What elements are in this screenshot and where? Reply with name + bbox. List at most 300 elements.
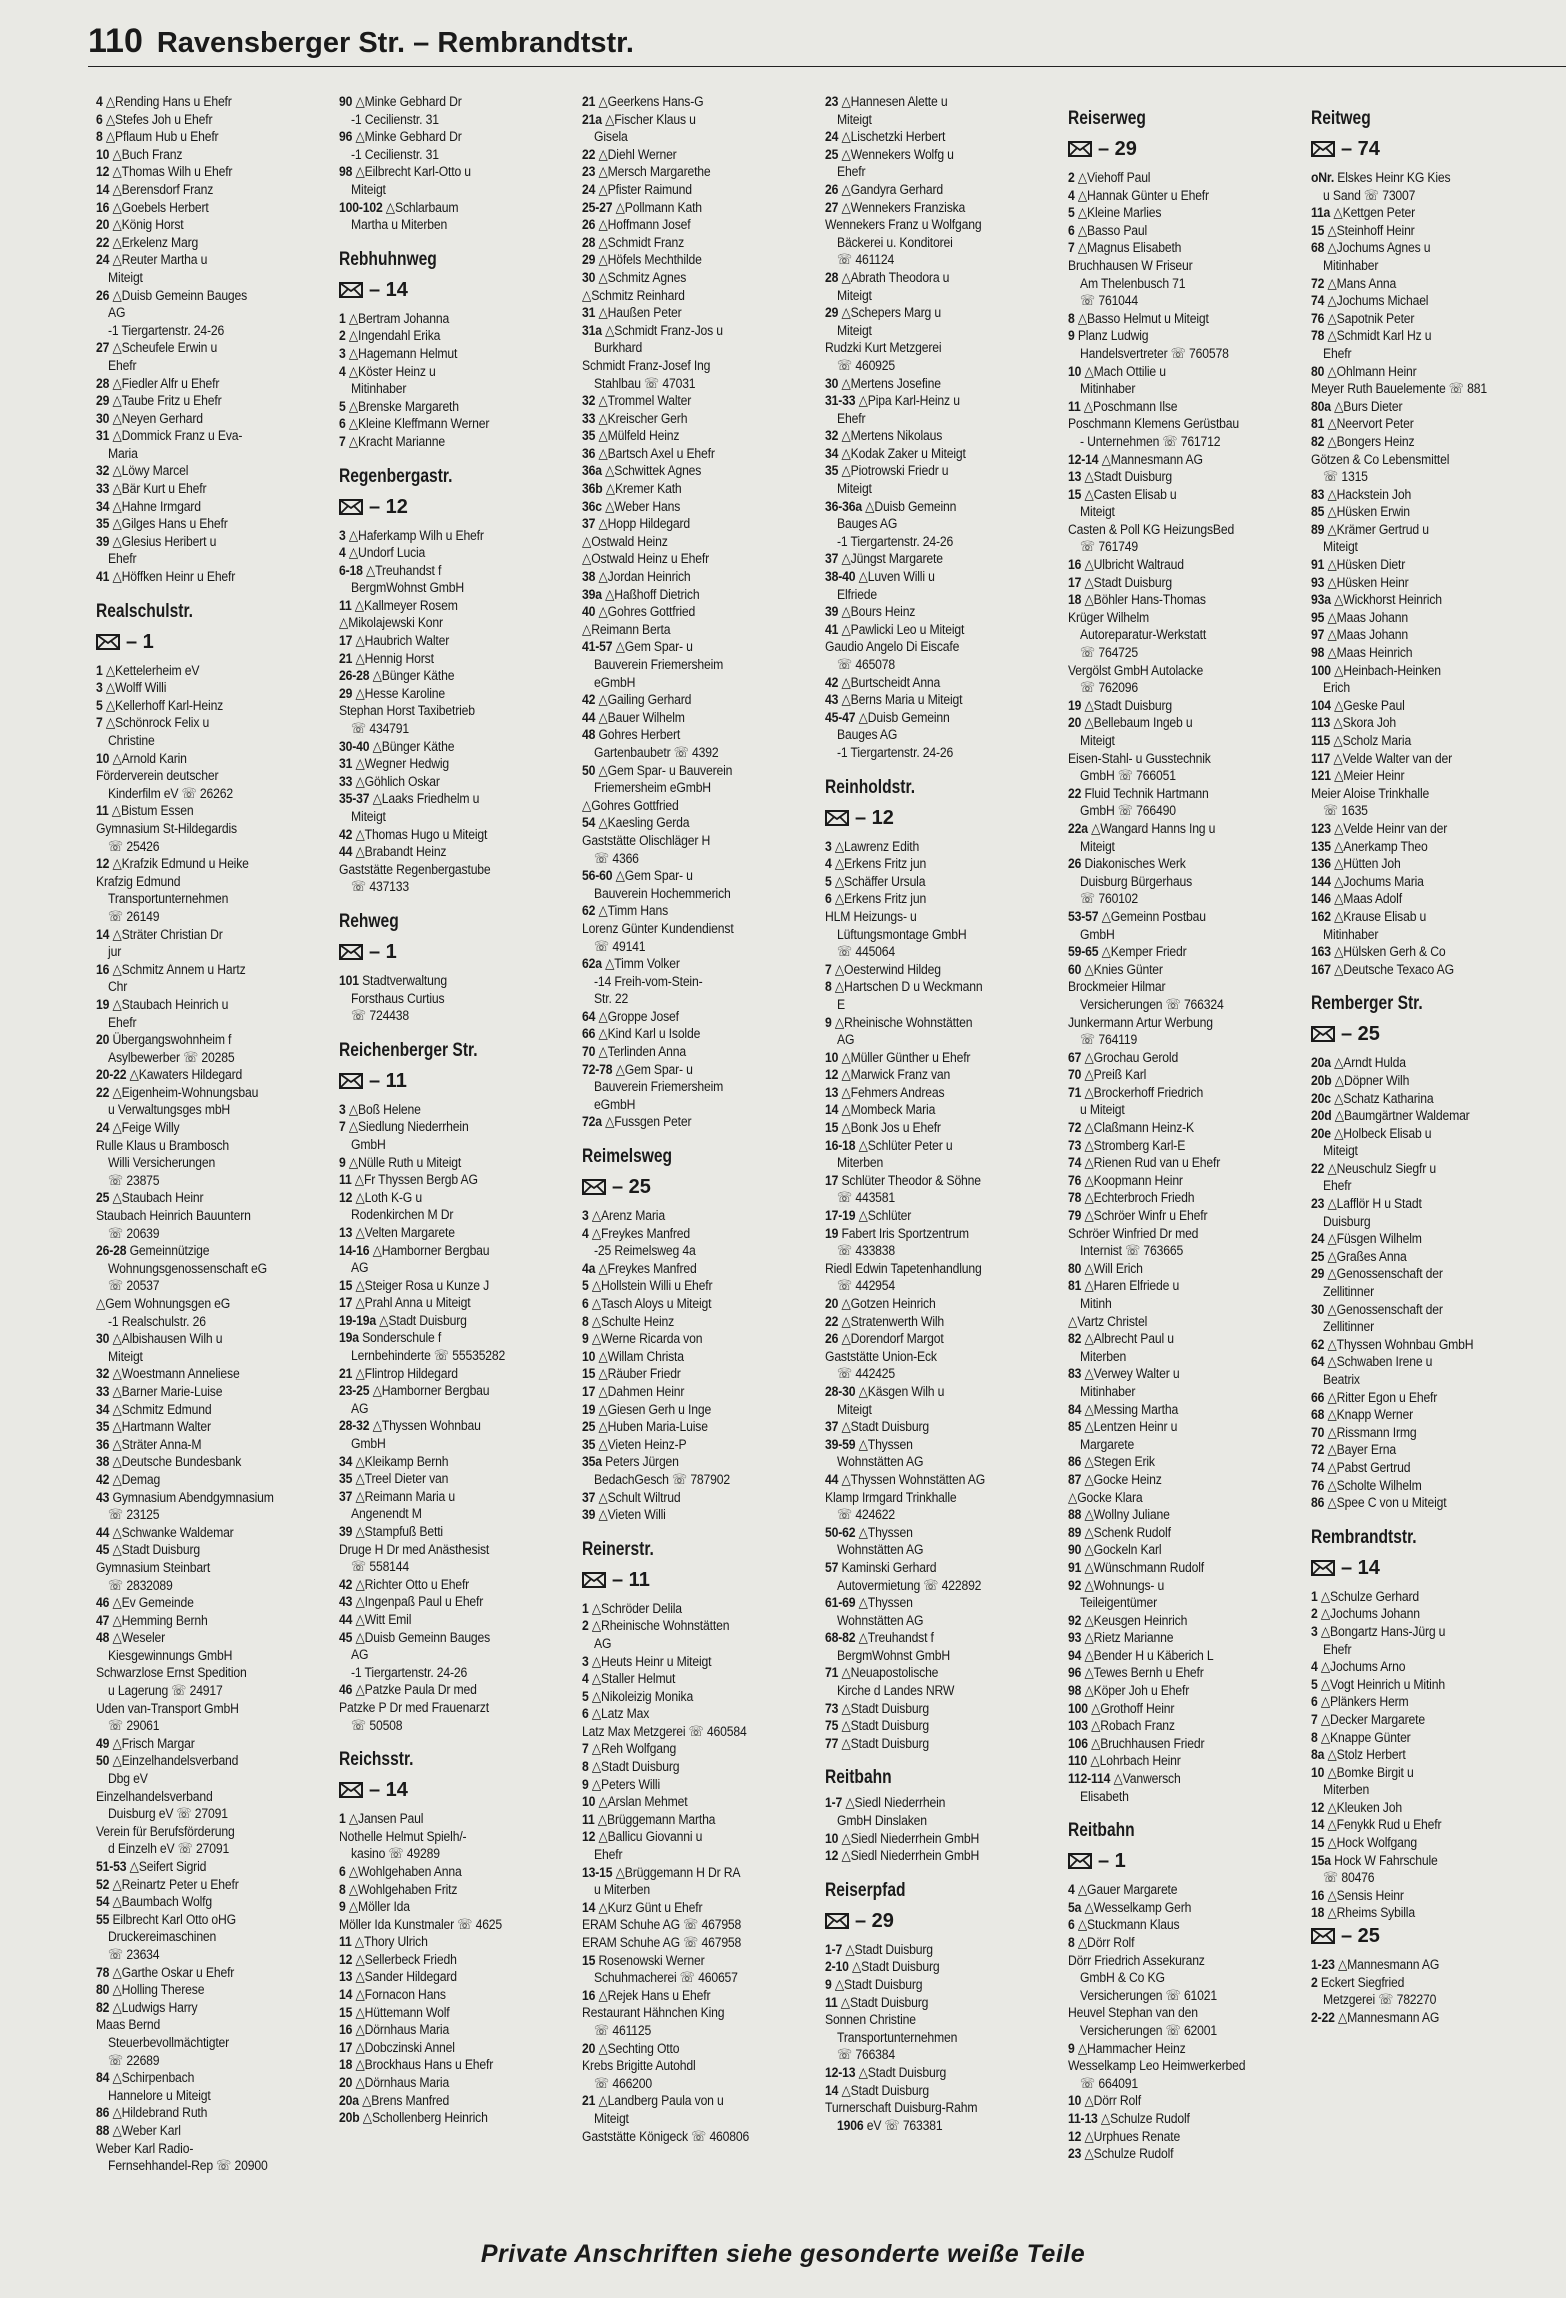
directory-entry: 106 △Bruchhausen Friedr xyxy=(1068,1735,1205,1752)
directory-entry: 39 △Bours Heinz xyxy=(825,604,916,621)
directory-entry: 15a Hock W Fahrschule xyxy=(1311,1852,1438,1869)
directory-entry: 11 △Thory Ulrich xyxy=(339,1934,428,1951)
directory-entry: Staubach Heinrich Bauuntern xyxy=(96,1208,251,1225)
directory-entry: Ehefr xyxy=(1323,345,1352,362)
directory-entry: 10 △Siedl Niederrhein GmbH xyxy=(825,1830,980,1847)
directory-entry: 6 △Erkens Fritz jun xyxy=(825,891,927,908)
directory-entry: 11 △Poschmann Ilse xyxy=(1068,398,1178,415)
directory-entry: Mitinhaber xyxy=(1323,926,1379,943)
directory-entry: 42 △Richter Otto u Ehefr xyxy=(339,1576,470,1593)
directory-entry: 12 △Krafzik Edmund u Heike xyxy=(96,856,249,873)
directory-entry: 19a Sonderschule f xyxy=(339,1330,442,1347)
directory-entry: 27 △Wennekers Franziska xyxy=(825,199,966,216)
directory-entry: BergmWohnst GmbH xyxy=(351,580,465,597)
directory-entry: 42 △Burtscheidt Anna xyxy=(825,674,941,691)
directory-entry: 163 △Hülsken Gerh & Co xyxy=(1311,944,1446,961)
directory-entry: Mitinh xyxy=(1080,1296,1112,1312)
directory-entry: GmbH ☏ 766051 xyxy=(1080,768,1176,785)
directory-entry: ☏ 433838 xyxy=(837,1243,896,1260)
directory-entry: 39 △Glesius Heribert u xyxy=(96,533,217,550)
directory-entry: 20b △Döpner Wilh xyxy=(1311,1072,1410,1089)
directory-entry: 14 △Kurz Günt u Ehefr xyxy=(582,1899,703,1916)
mail-icon xyxy=(1311,1928,1335,1944)
directory-entry: -1 Tiergartenstr. 24-26 xyxy=(837,533,954,550)
directory-entry: Erich xyxy=(1323,680,1350,697)
postal-district xyxy=(825,1908,1068,1934)
directory-entry: 8 △Stadt Duisburg xyxy=(582,1759,680,1776)
page-header xyxy=(88,22,1566,67)
directory-entry: 15 △Casten Elisab u xyxy=(1068,486,1177,503)
mail-icon xyxy=(582,1572,606,1588)
directory-entry: eGmbH xyxy=(594,1096,636,1113)
directory-entry: ☏ 434791 xyxy=(351,721,410,738)
mail-icon xyxy=(339,1073,363,1089)
directory-entry: 23 △Mersch Margarethe xyxy=(582,164,711,181)
directory-entry: 136 △Hütten Joh xyxy=(1311,856,1401,873)
directory-entry: 78 △Echterbroch Friedh xyxy=(1068,1190,1195,1207)
directory-entry: kasino ☏ 49289 xyxy=(351,1846,440,1863)
directory-entry: Kinderfilm eV ☏ 26262 xyxy=(108,785,233,802)
directory-entry: 15 △Steiger Rosa u Kunze J xyxy=(339,1277,490,1294)
directory-entry: 8 △Basso Helmut u Miteigt xyxy=(1068,310,1209,327)
directory-entry: 1 △Schulze Gerhard xyxy=(1311,1588,1420,1605)
directory-entry: 12 △Siedl Niederrhein GmbH xyxy=(825,1848,980,1865)
directory-entry: 13 △Velten Margarete xyxy=(339,1224,455,1241)
directory-entry: 57 Kaminski Gerhard xyxy=(825,1559,937,1576)
directory-column xyxy=(582,94,825,2214)
directory-entry: 8 △Hartschen D u Weckmann xyxy=(825,979,983,996)
directory-entry: ☏ 80476 xyxy=(1323,1870,1375,1887)
directory-entry: 78 △Garthe Oskar u Ehefr xyxy=(96,1964,235,1981)
directory-entry: 1 △Kettelerheim eV xyxy=(96,662,200,679)
directory-entry: Bauverein Friemersheim xyxy=(594,1079,724,1096)
directory-entry: 31 △Wegner Hedwig xyxy=(339,756,450,773)
directory-entry: 35 △Mülfeld Heinz xyxy=(582,428,680,445)
directory-entry: 20c △Schatz Katharina xyxy=(1311,1090,1434,1107)
directory-entry: 35 △Piotrowski Friedr u xyxy=(825,463,949,480)
directory-entry: eGmbH xyxy=(594,674,636,691)
directory-entry: ☏ 442425 xyxy=(837,1366,896,1383)
directory-entry: Elfriede xyxy=(837,586,878,603)
directory-entry: 80 △Holling Therese xyxy=(96,1982,205,1999)
postal-district xyxy=(339,277,582,303)
directory-entry: Burkhard xyxy=(594,340,643,357)
directory-entry: 30 △Mertens Josefine xyxy=(825,375,941,392)
directory-entry: 45 △Duisb Gemeinn Bauges xyxy=(339,1629,491,1646)
directory-entry: 82 △Albrecht Paul u xyxy=(1068,1331,1174,1348)
directory-entry: 3 △Wolff Willi xyxy=(96,680,167,697)
directory-entry: ☏ 26149 xyxy=(108,908,160,925)
directory-entry: Ehefr xyxy=(108,1014,137,1031)
directory-entry: GmbH ☏ 766490 xyxy=(1080,803,1176,820)
directory-entry: 33 △Bär Kurt u Ehefr xyxy=(96,481,207,498)
postal-district xyxy=(339,494,582,520)
directory-entry: ☏ 29061 xyxy=(108,1718,160,1735)
directory-entry: 73 △Stromberg Karl-E xyxy=(1068,1137,1186,1154)
postal-district xyxy=(1311,1021,1554,1047)
directory-entry: Rodenkirchen M Dr xyxy=(351,1207,454,1224)
directory-entry: 20b △Schollenberg Heinrich xyxy=(339,2110,488,2127)
directory-entry: 20 △Sechting Otto xyxy=(582,2040,680,2057)
directory-entry: 33 △Kreischer Gerh xyxy=(582,410,688,427)
directory-entry: 29 △Höfels Mechthilde xyxy=(582,252,702,269)
directory-entry: 20a △Brens Manfred xyxy=(339,2092,450,2109)
directory-entry: 36b △Kremer Kath xyxy=(582,481,682,498)
directory-entry: 4 △Jochums Arno xyxy=(1311,1659,1406,1676)
directory-entry: 42 △Thomas Hugo u Miteigt xyxy=(339,826,488,843)
directory-entry: 86 △Stegen Erik xyxy=(1068,1454,1155,1471)
street-heading: Reiserweg xyxy=(1068,108,1146,129)
directory-entry: 7 △Magnus Elisabeth xyxy=(1068,240,1182,257)
directory-entry: 17 Schlüter Theodor & Söhne xyxy=(825,1172,981,1189)
directory-entry: 36 △Bartsch Axel u Ehefr xyxy=(582,445,715,462)
directory-entry: 62 △Timm Hans xyxy=(582,903,669,920)
mail-icon xyxy=(582,1179,606,1195)
directory-entry: 12-13 △Stadt Duisburg xyxy=(825,2064,947,2081)
directory-entry: 93 △Hüsken Heinr xyxy=(1311,574,1409,591)
postal-number: – 11 xyxy=(369,1069,407,1092)
directory-entry: 76 △Koopmann Heinr xyxy=(1068,1172,1183,1189)
directory-entry: 81 △Neervort Peter xyxy=(1311,416,1414,433)
directory-entry: Hannelore u Miteigt xyxy=(108,2087,211,2104)
directory-entry: 35-37 △Laaks Friedhelm u xyxy=(339,791,480,808)
directory-entry: 2 Eckert Siegfried xyxy=(1311,1974,1405,1991)
directory-entry: ☏ 1315 xyxy=(1323,469,1368,486)
directory-entry: Ehefr xyxy=(1323,1641,1352,1658)
directory-entry: Schwarzlose Ernst Spedition xyxy=(96,1665,247,1682)
street-heading: Reiserpfad xyxy=(825,1879,906,1901)
directory-entry: 93 △Rietz Marianne xyxy=(1068,1630,1174,1647)
directory-entry: 4 △Köster Heinz u xyxy=(339,363,436,380)
directory-entry: Wohnstätten AG xyxy=(837,1542,924,1559)
street-heading: Remberger Str. xyxy=(1311,993,1423,1015)
directory-entry: 4 △Rending Hans u Ehefr xyxy=(96,94,232,110)
directory-entry: 21 △Landberg Paula von u xyxy=(582,2093,724,2110)
directory-entry: 59-65 △Kemper Friedr xyxy=(1068,944,1187,961)
directory-entry: 34 △Hahne Irmgard xyxy=(96,498,201,515)
postal-district xyxy=(96,629,339,655)
street-heading: Reitbahn xyxy=(1068,1820,1135,1842)
directory-entry: 89 △Krämer Gertrud u xyxy=(1311,521,1429,538)
directory-entry: Duisburg xyxy=(1323,1213,1371,1230)
directory-entry: 73 △Stadt Duisburg xyxy=(825,1700,929,1717)
directory-entry: 6 △Tasch Aloys u Miteigt xyxy=(582,1296,712,1312)
postal-number: – 25 xyxy=(612,1176,651,1199)
directory-entry: Meier Aloise Trinkhalle xyxy=(1311,785,1430,802)
directory-entry: Gaststätte Königeck ☏ 460806 xyxy=(582,2128,750,2145)
directory-entry: BedachGesch ☏ 787902 xyxy=(594,1471,731,1488)
directory-entry: ☏ 465078 xyxy=(837,657,896,673)
directory-entry: 20 Übergangswohnheim f xyxy=(96,1032,232,1049)
directory-entry: 32 △Mertens Nikolaus xyxy=(825,428,943,445)
directory-entry: 9 △Werne Ricarda von xyxy=(582,1331,703,1348)
directory-entry: 103 △Robach Franz xyxy=(1068,1718,1175,1735)
directory-entry: Miteigt xyxy=(1080,733,1115,749)
directory-entry: 7 △Reh Wolfgang xyxy=(582,1741,677,1758)
directory-columns xyxy=(96,94,1556,2214)
directory-entry: 91 △Hüsken Dietr xyxy=(1311,557,1406,574)
directory-entry: 11 △Fr Thyssen Bergb AG xyxy=(339,1172,478,1189)
directory-entry: 28 △Fiedler Alfr u Ehefr xyxy=(96,375,220,392)
directory-entry: 71 △Brockerhoff Friedrich xyxy=(1068,1084,1204,1101)
directory-entry: GmbH Dinslaken xyxy=(837,1813,927,1830)
directory-entry: Einzelhandelsverband xyxy=(96,1788,213,1805)
directory-entry: 5 △Nikoleizig Monika xyxy=(582,1688,694,1705)
directory-entry: Forsthaus Curtius xyxy=(351,990,445,1007)
directory-entry: u Miteigt xyxy=(1080,1102,1125,1119)
directory-entry: 5 △Vogt Heinrich u Mitinh xyxy=(1311,1676,1445,1693)
directory-entry: 45-47 △Duisb Gemeinn xyxy=(825,709,950,726)
directory-entry: Meyer Ruth Bauelemente ☏ 881 xyxy=(1311,381,1487,398)
mail-icon xyxy=(339,944,363,960)
directory-entry: -1 Tiergartenstr. 24-26 xyxy=(837,744,954,761)
directory-entry: 54 △Kaesling Gerda xyxy=(582,815,690,832)
directory-entry: 12 △Urphues Renate xyxy=(1068,2128,1181,2145)
directory-entry: 33 △Barner Marie-Luise xyxy=(96,1383,223,1400)
page-footer: Private Anschriften siehe gesonderte weiße Teile xyxy=(480,2240,1086,2268)
street-heading: Rebhuhnweg xyxy=(339,248,437,270)
directory-entry: Ehefr xyxy=(1323,1178,1352,1195)
directory-entry: 31 △Haußen Peter xyxy=(582,305,682,322)
directory-entry: Versicherungen ☏ 62001 xyxy=(1080,2022,1218,2039)
directory-entry: -1 Realschulstr. 26 xyxy=(108,1313,206,1330)
directory-entry: Christine xyxy=(108,733,155,749)
directory-entry: 35a Peters Jürgen xyxy=(582,1454,679,1471)
mail-icon xyxy=(96,634,120,650)
directory-entry: 1 △Jansen Paul xyxy=(339,1811,424,1828)
directory-entry: 67 △Grochau Gerold xyxy=(1068,1049,1179,1066)
directory-entry: Uden van-Transport GmbH xyxy=(96,1700,239,1717)
directory-entry: 85 △Hüsken Erwin xyxy=(1311,504,1410,521)
directory-entry: 19 Fabert Iris Sportzentrum xyxy=(825,1225,969,1242)
directory-entry: 30 △Schmitz Agnes xyxy=(582,269,687,286)
directory-entry: 10 △Arslan Mehmet xyxy=(582,1794,688,1811)
directory-entry: 10 △Müller Günther u Ehefr xyxy=(825,1049,971,1066)
directory-entry: 6 △Latz Max xyxy=(582,1706,650,1723)
directory-entry: Wohnungsgenossenschaft eG xyxy=(108,1260,267,1277)
postal-number: – 25 xyxy=(1341,1023,1380,1046)
directory-entry: 21a △Fischer Klaus u xyxy=(582,111,696,128)
directory-entry: AG xyxy=(108,305,126,322)
directory-column xyxy=(96,94,339,2214)
directory-entry: 5 △Kellerhoff Karl-Heinz xyxy=(96,697,224,714)
directory-entry: 101 Stadtverwaltung xyxy=(339,972,447,989)
directory-entry: △Ostwald Heinz u Ehefr xyxy=(582,551,709,568)
directory-entry: 7 △Siedlung Niederrhein xyxy=(339,1119,469,1136)
directory-entry: Bruchhausen W Friseur xyxy=(1068,257,1193,274)
directory-entry: 7 △Kracht Marianne xyxy=(339,433,445,450)
directory-entry: Bauverein Friemersheim xyxy=(594,657,724,673)
directory-entry: Gartenbaubetr ☏ 4392 xyxy=(594,744,719,761)
postal-district xyxy=(1068,1848,1311,1874)
directory-entry: 74 △Pabst Gertrud xyxy=(1311,1459,1411,1476)
directory-entry: 56-60 △Gem Spar- u xyxy=(582,868,693,885)
directory-entry: 18 △Rheims Sybilla xyxy=(1311,1905,1415,1922)
directory-entry: 16 △Ulbricht Waltraud xyxy=(1068,557,1184,574)
directory-entry: Miterben xyxy=(1080,1348,1127,1365)
directory-entry: GmbH & Co KG xyxy=(1080,1970,1165,1987)
directory-entry: 74 △Jochums Michael xyxy=(1311,293,1429,310)
mail-icon xyxy=(1311,1560,1335,1576)
directory-entry: 17 △Haubrich Walter xyxy=(339,633,450,650)
mail-icon xyxy=(1311,1026,1335,1042)
directory-entry: 8 △Schulte Heinz xyxy=(582,1313,675,1330)
directory-entry: 62 △Thyssen Wohnbau GmbH xyxy=(1311,1336,1474,1353)
directory-entry: 5 △Schäffer Ursula xyxy=(825,873,926,890)
directory-entry: 94 △Bender H u Käberich L xyxy=(1068,1647,1214,1664)
directory-entry: 53-57 △Gemeinn Postbau xyxy=(1068,908,1206,925)
directory-entry: Handelsvertreter ☏ 760578 xyxy=(1080,345,1229,362)
directory-entry: 6 △Wohlgehaben Anna xyxy=(339,1863,462,1880)
directory-entry: 4a △Freykes Manfred xyxy=(582,1260,697,1277)
directory-entry: 8 △Pflaum Hub u Ehefr xyxy=(96,129,219,146)
directory-entry: 19 △Stadt Duisburg xyxy=(1068,697,1172,714)
directory-entry: ☏ 762096 xyxy=(1080,680,1139,697)
directory-entry: 82 △Bongers Heinz xyxy=(1311,433,1415,450)
directory-entry: 20 △König Horst xyxy=(96,217,184,234)
street-heading: Rehweg xyxy=(339,910,399,932)
directory-entry: 39-59 △Thyssen xyxy=(825,1436,913,1453)
directory-entry: Angenendt M xyxy=(351,1506,422,1523)
directory-entry: 78 △Schmidt Karl Hz u xyxy=(1311,328,1432,345)
directory-entry: Miterben xyxy=(1323,1782,1370,1799)
directory-entry: 96 △Tewes Bernh u Ehefr xyxy=(1068,1665,1204,1682)
directory-entry: 9 Planz Ludwig xyxy=(1068,328,1149,345)
directory-entry: 18 △Böhler Hans-Thomas xyxy=(1068,592,1206,609)
directory-entry: 16-18 △Schlüter Peter u xyxy=(825,1137,953,1154)
directory-entry: 14 △Fenykk Rud u Ehefr xyxy=(1311,1817,1442,1834)
postal-number: – 11 xyxy=(612,1568,650,1591)
directory-entry: 23-25 △Hamborner Bergbau xyxy=(339,1383,490,1400)
directory-entry: ☏ 445064 xyxy=(837,944,896,961)
directory-entry: Sonnen Christine xyxy=(825,2012,916,2029)
directory-entry: 9 △Möller Ida xyxy=(339,1899,410,1916)
directory-entry: 22 △Eigenheim-Wohnungsbau xyxy=(96,1084,259,1101)
directory-entry: 68 △Knapp Werner xyxy=(1311,1407,1414,1424)
directory-entry: 72a △Fussgen Peter xyxy=(582,1114,692,1131)
directory-entry: 9 △Hammacher Heinz xyxy=(1068,2040,1186,2057)
directory-entry: 28-32 △Thyssen Wohnbau xyxy=(339,1418,481,1435)
directory-entry: 11-13 △Schulze Rudolf xyxy=(1068,2110,1190,2127)
directory-entry: 4 △Hannak Günter u Ehefr xyxy=(1068,187,1209,204)
directory-entry: ☏ 437133 xyxy=(351,879,410,896)
directory-entry: Vergölst GmbH Autolacke xyxy=(1068,662,1204,679)
directory-entry: 72 △Mans Anna xyxy=(1311,275,1397,292)
directory-entry: Casten & Poll KG HeizungsBed xyxy=(1068,521,1235,538)
directory-entry: 144 △Jochums Maria xyxy=(1311,873,1424,890)
directory-entry: 9 △Nülle Ruth u Miteigt xyxy=(339,1154,462,1171)
directory-entry: 26 Diakonisches Werk xyxy=(1068,856,1186,873)
directory-entry: Riedl Edwin Tapetenhandlung xyxy=(825,1260,982,1277)
directory-entry: 17-19 △Schlüter xyxy=(825,1208,912,1225)
directory-entry: Gymnasium Steinbart xyxy=(96,1559,211,1576)
directory-entry: 30 △Genossenschaft der xyxy=(1311,1301,1443,1318)
postal-district xyxy=(339,1777,582,1803)
mail-icon xyxy=(339,499,363,515)
directory-entry: Möller Ida Kunstmaler ☏ 4625 xyxy=(339,1916,503,1933)
directory-entry: 30-40 △Bünger Käthe xyxy=(339,738,455,755)
mail-icon xyxy=(1068,1853,1092,1869)
directory-entry: Str. 22 xyxy=(594,991,629,1008)
directory-entry: 35 △Hartmann Walter xyxy=(96,1419,211,1436)
directory-entry: △Vartz Christel xyxy=(1068,1313,1148,1330)
directory-entry: Autovermietung ☏ 422892 xyxy=(837,1577,982,1594)
directory-entry: ☏ 23634 xyxy=(108,1946,160,1963)
directory-entry: Krebs Brigitte Autohdl xyxy=(582,2058,696,2075)
directory-entry: 74 △Rienen Rud van u Ehefr xyxy=(1068,1155,1221,1172)
directory-entry: 19-19a △Stadt Duisburg xyxy=(339,1312,467,1329)
directory-entry: 26 △Duisb Gemeinn Bauges xyxy=(96,287,248,304)
postal-number: – 1 xyxy=(1098,1850,1126,1873)
directory-entry: ☏ 558144 xyxy=(351,1559,410,1576)
directory-entry: 50 △Gem Spar- u Bauverein xyxy=(582,762,733,779)
directory-entry: 16 △Schmitz Annem u Hartz xyxy=(96,961,246,978)
mail-icon xyxy=(339,1782,363,1798)
directory-entry: 91 △Wünschmann Rudolf xyxy=(1068,1559,1205,1576)
directory-entry: Gaudio Angelo Di Eiscafe xyxy=(825,639,960,656)
postal-district xyxy=(1068,136,1311,162)
directory-entry: Miteigt xyxy=(837,111,872,128)
directory-entry: 3 △Heuts Heinr u Miteigt xyxy=(582,1653,712,1670)
postal-number: – 14 xyxy=(369,1779,408,1802)
directory-entry: 22 Fluid Technik Hartmann xyxy=(1068,785,1209,802)
directory-entry: Kiesgewinnungs GmbH xyxy=(108,1647,233,1664)
directory-entry: Patzke P Dr med Frauenarzt xyxy=(339,1699,489,1716)
directory-entry: 66 △Ritter Egon u Ehefr xyxy=(1311,1389,1438,1406)
directory-entry: Am Thelenbusch 71 xyxy=(1080,275,1186,292)
directory-entry: 64 △Groppe Josef xyxy=(582,1008,679,1025)
directory-entry: 38 △Jordan Heinrich xyxy=(582,569,691,586)
postal-number: – 12 xyxy=(369,495,408,518)
directory-entry: Junkermann Artur Werbung xyxy=(1068,1014,1213,1031)
directory-entry: 15 △Räuber Friedr xyxy=(582,1366,681,1383)
directory-entry: ☏ 1635 xyxy=(1323,803,1368,820)
directory-entry: AG xyxy=(594,1635,612,1652)
directory-entry: ☏ 764725 xyxy=(1080,645,1139,662)
directory-entry: Dbg eV xyxy=(108,1771,148,1788)
street-heading: Reichsstr. xyxy=(339,1749,414,1771)
street-heading: Reinerstr. xyxy=(582,1538,654,1560)
directory-entry: 89 △Schenk Rudolf xyxy=(1068,1524,1171,1541)
directory-entry: Mitinhaber xyxy=(351,381,407,398)
postal-number: – 25 xyxy=(1341,1925,1380,1948)
directory-entry: Miteigt xyxy=(837,287,872,304)
directory-entry: 8 △Wohlgehaben Fritz xyxy=(339,1881,458,1898)
directory-entry: 23 △Schulze Rudolf xyxy=(1068,2146,1174,2163)
directory-entry: 37 △Reimann Maria u xyxy=(339,1488,455,1505)
directory-entry: 16 △Rejek Hans u Ehefr xyxy=(582,1987,711,2004)
directory-entry: △Gocke Klara xyxy=(1068,1489,1143,1506)
directory-entry: 80 △Will Erich xyxy=(1068,1260,1143,1277)
directory-entry: Weber Karl Radio- xyxy=(96,2140,194,2157)
directory-entry: 54 △Baumbach Wolfg xyxy=(96,1894,212,1911)
directory-entry: Asylbewerber ☏ 20285 xyxy=(108,1049,235,1066)
directory-entry: 19 △Giesen Gerh u Inge xyxy=(582,1401,712,1418)
directory-entry: △Mikolajewski Konr xyxy=(339,615,443,632)
directory-entry: 88 △Weber Karl xyxy=(96,2122,181,2139)
directory-entry: ☏ 23875 xyxy=(108,1172,160,1189)
directory-entry: 22 △Stratenwerth Wilh xyxy=(825,1313,945,1330)
directory-entry: ☏ 49141 xyxy=(594,938,646,955)
directory-entry: 49 △Frisch Margar xyxy=(96,1735,195,1752)
postal-number: – 1 xyxy=(369,940,397,963)
directory-entry: u Lagerung ☏ 24917 xyxy=(108,1683,223,1700)
postal-district xyxy=(582,1567,825,1593)
directory-entry: 167 △Deutsche Texaco AG xyxy=(1311,961,1454,978)
mail-icon xyxy=(825,810,849,826)
directory-entry: 17 △Dobczinski Annel xyxy=(339,2039,455,2056)
directory-entry: ☏ 766384 xyxy=(837,2047,896,2064)
